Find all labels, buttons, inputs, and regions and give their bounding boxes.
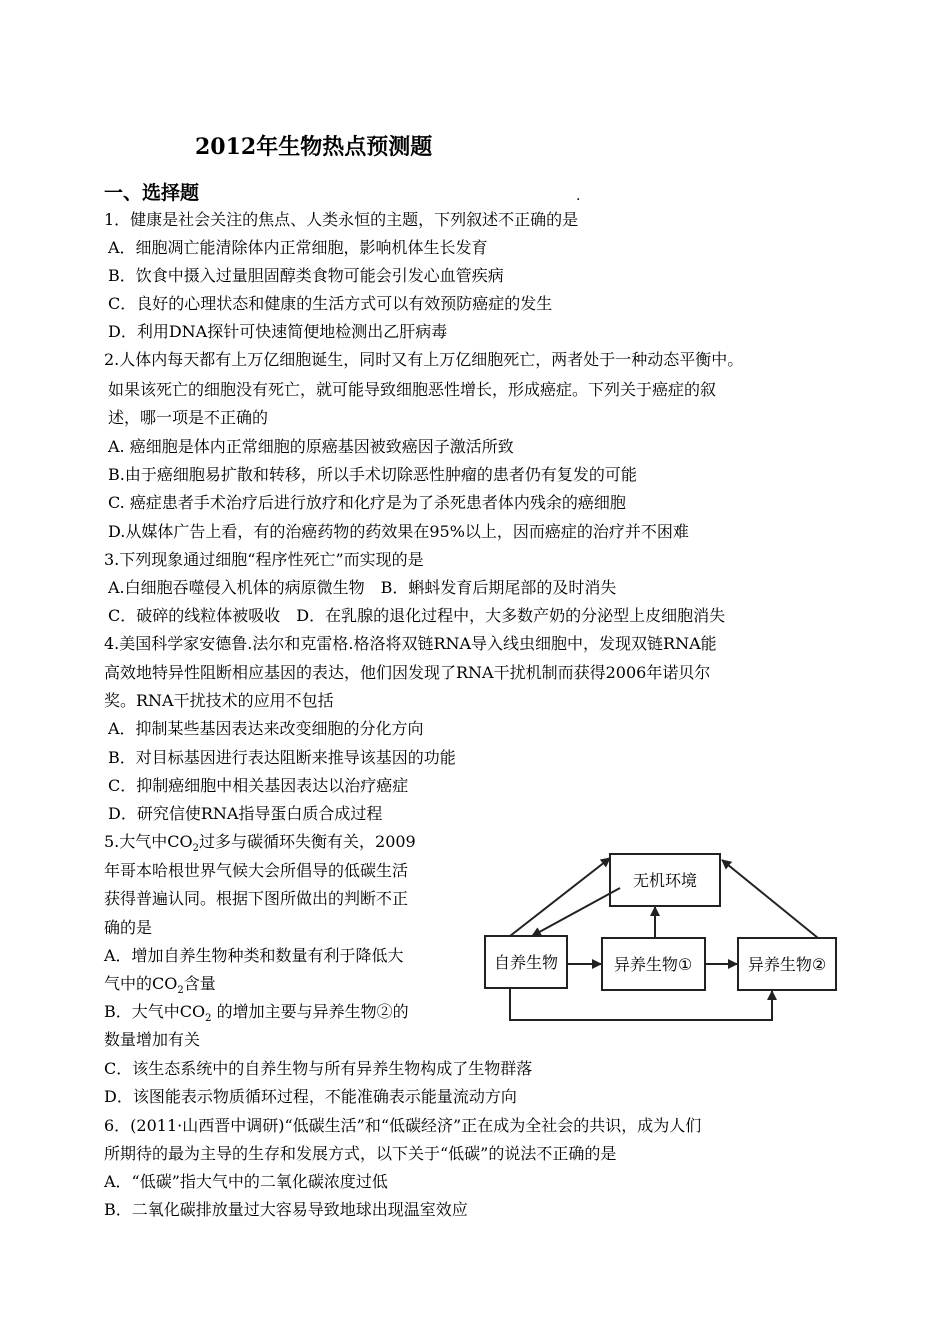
q2-option-a: A. 癌细胞是体内正常细胞的原癌基因被致癌因子激活所致: [108, 437, 514, 456]
q4-option-c: C．抑制癌细胞中相关基因表达以治疗癌症: [108, 776, 409, 795]
q5-option-b-line1: [104, 1002, 409, 1029]
arrow-het2-to-env: [722, 860, 818, 938]
q5-option-a-line1: A．增加自养生物种类和数量有利于降低大: [104, 946, 404, 965]
q4-stem-line1: 4.美国科学家安德鲁.法尔和克雷格.格洛将双链RNA导入线虫细胞中，发现双链RNA能: [104, 634, 717, 653]
q2-option-c: C. 癌症患者手术治疗后进行放疗和化疗是为了杀死患者体内残余的癌细胞: [108, 493, 626, 512]
q6-option-a: A．“低碳”指大气中的二氧化碳浓度过低: [104, 1172, 388, 1191]
q5-stem-line3: 获得普遍认同。根据下图所做出的判断不正: [104, 889, 409, 908]
q4-option-a: A．抑制某些基因表达来改变细胞的分化方向: [108, 719, 424, 738]
page-title: 2012年生物热点预测题: [195, 134, 433, 160]
q5-stem-line4: 确的是: [104, 918, 153, 937]
q1-option-a: A．细胞凋亡能清除体内正常细胞，影响机体生长发育: [108, 238, 488, 257]
carbon-cycle-diagram: [480, 848, 860, 1028]
stray-dot: .: [576, 188, 581, 204]
heterotroph-2-label: 异养生物②: [747, 955, 827, 974]
q3-option-cd: C．破碎的线粒体被吸收 D．在乳腺的退化过程中，大多数产奶的分泌型上皮细胞消失: [108, 606, 726, 625]
q2-stem-line1: 2.人体内每天都有上万亿细胞诞生，同时又有上万亿细胞死亡，两者处于一种动态平衡中。: [104, 350, 744, 369]
section-heading: 一、选择题: [104, 182, 200, 204]
co2-subscript: 2: [177, 985, 184, 997]
q5-option-c: C．该生态系统中的自养生物与所有异养生物构成了生物群落: [104, 1059, 533, 1078]
q5-option-b-line2: 数量增加有关: [104, 1030, 201, 1049]
q1-option-d: D．利用DNA探针可快速简便地检测出乙肝病毒: [108, 322, 448, 341]
q1-stem: 1．健康是社会关注的焦点、人类永恒的主题，下列叙述不正确的是: [104, 210, 579, 229]
q2-option-d: D.从媒体广告上看，有的治癌药物的药效果在95%以上，因而癌症的治疗并不困难: [108, 522, 689, 541]
q3-option-ab: A.白细胞吞噬侵入机体的病原微生物 B．蝌蚪发育后期尾部的及时消失: [108, 578, 617, 597]
q1-option-b: B．饮食中摄入过量胆固醇类食物可能会引发心血管疾病: [108, 266, 504, 285]
q2-option-b: B.由于癌细胞易扩散和转移，所以手术切除恶性肿瘤的患者仍有复发的可能: [108, 465, 637, 484]
q5-stem-line1-a: 5.大气中CO: [104, 832, 193, 851]
q5-stem-line1-b: 过多与碳循环失衡有关，2009: [199, 832, 416, 851]
inorganic-environment-label: 无机环境: [632, 871, 698, 890]
q4-stem-line2: 高效地特异性阻断相应基因的表达，他们因发现了RNA干扰机制而获得2006年诺贝尔: [104, 663, 711, 682]
q2-stem-line3: 述，哪一项是不正确的: [108, 408, 269, 427]
arrow-auto-to-env: [510, 858, 610, 936]
q6-stem-line1: 6．(2011·山西晋中调研)“低碳生活”和“低碳经济”正在成为全社会的共识，成为人们: [104, 1116, 702, 1135]
co2-subscript: 2: [205, 1013, 212, 1025]
arrow-env-to-auto: [532, 888, 620, 936]
q1-option-c: C．良好的心理状态和健康的生活方式可以有效预防癌症的发生: [108, 294, 553, 313]
q5-option-a-line2: [104, 974, 216, 1001]
autotroph-label: 自养生物: [493, 953, 559, 972]
q4-stem-line3: 奖。RNA干扰技术的应用不包括: [104, 691, 334, 710]
q2-stem-line2: 如果该死亡的细胞没有死亡，就可能导致细胞恶性增长，形成癌症。下列关于癌症的叙: [108, 380, 717, 399]
q5-option-b-line1-b: 的增加主要与异养生物②的: [211, 1002, 409, 1021]
q6-stem-line2: 所期待的最为主导的生存和发展方式，以下关于“低碳”的说法不正确的是: [104, 1144, 617, 1163]
arrow-auto-to-het2: [510, 988, 772, 1020]
q5-option-a-line2-a: 气中的CO: [104, 974, 178, 993]
q6-option-b: B．二氧化碳排放量过大容易导致地球出现温室效应: [104, 1200, 468, 1219]
q3-stem: 3.下列现象通过细胞“程序性死亡”而实现的是: [104, 550, 424, 569]
q4-option-b: B．对目标基因进行表达阻断来推导该基因的功能: [108, 748, 456, 767]
q5-option-b-line1-a: B．大气中CO: [104, 1002, 206, 1021]
q5-option-a-line2-b: 含量: [183, 974, 216, 993]
co2-subscript: 2: [192, 843, 200, 855]
q5-option-d: D．该图能表示物质循环过程，不能准确表示能量流动方向: [104, 1087, 517, 1106]
q4-option-d: D．研究信使RNA指导蛋白质合成过程: [108, 804, 383, 823]
q5-stem-line2: 年哥本哈根世界气候大会所倡导的低碳生活: [104, 861, 409, 880]
q5-stem-line1: [104, 832, 416, 859]
heterotroph-1-label: 异养生物①: [613, 955, 693, 974]
